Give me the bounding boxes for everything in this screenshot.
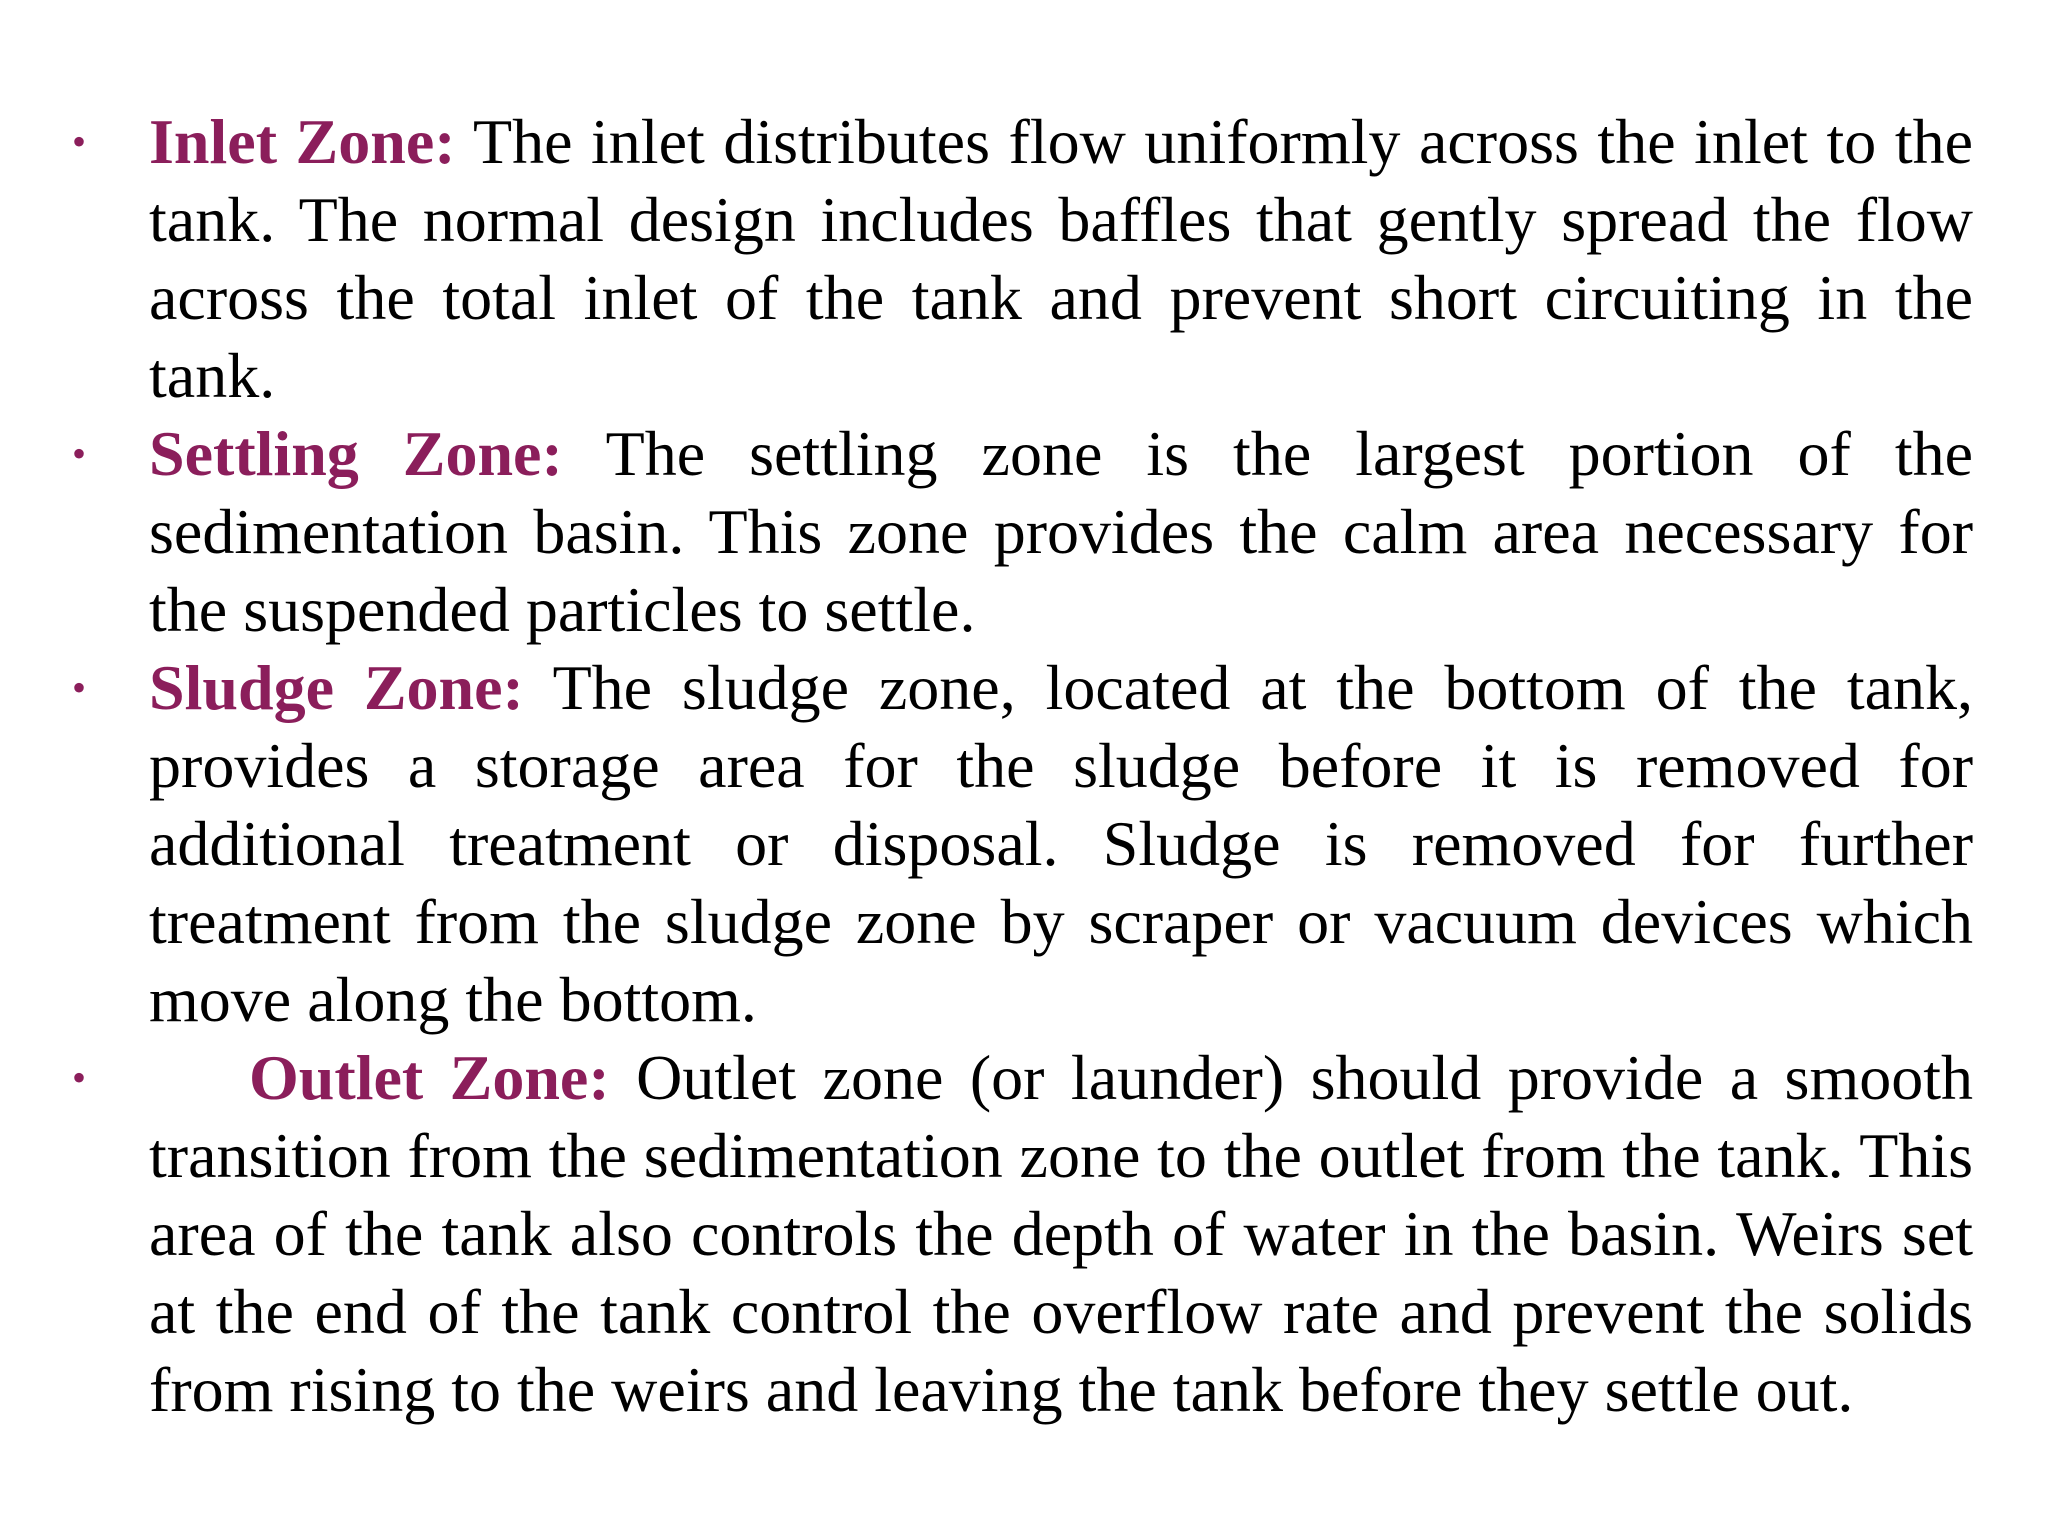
bullet-item-sludge-zone: [0, 649, 1973, 1039]
term-settling-zone: Settling Zone:: [149, 418, 563, 489]
bullet-item-settling-zone: [0, 415, 1973, 649]
bullet-item-inlet-zone: [0, 103, 1973, 415]
description-outlet-zone: Outlet zone (or launder) should provide a smooth transition from the sedimentation zone to the outlet from the tank. This area of the tank also controls the depth of water in the basin. Weirs set at the end of the tank control the overflow rate and prevent the solids from rising to the weirs and leaving the tank before they settle out.: [149, 1042, 1974, 1425]
bullet-icon: •: [72, 431, 87, 476]
zone-bullet-list: [0, 103, 2048, 1429]
description-sludge-zone: The sludge zone, located at the bottom of the tank, provides a storage area for the sludge before it is removed for additional treatment or disposal. Sludge is removed for further treatment from the sludge zone by scraper or vacuum devices which move along the bottom.: [149, 652, 1974, 1035]
bullet-icon: •: [72, 119, 87, 164]
description-settling-zone: The settling zone is the largest portion of the sedimentation basin. This zone provides the calm area necessary for the suspended particles to settle.: [149, 418, 1974, 645]
term-outlet-zone: Outlet Zone:: [249, 1042, 610, 1113]
term-inlet-zone: Inlet Zone:: [149, 106, 456, 177]
bullet-icon: •: [72, 1055, 87, 1100]
term-sludge-zone: Sludge Zone:: [149, 652, 524, 723]
bullet-item-outlet-zone: [0, 1039, 1973, 1429]
description-inlet-zone: The inlet distributes flow uniformly across the inlet to the tank. The normal design includes baffles that gently spread the flow across the total inlet of the tank and prevent short circuiting in the tank.: [149, 106, 1974, 411]
bullet-icon: •: [72, 665, 87, 710]
